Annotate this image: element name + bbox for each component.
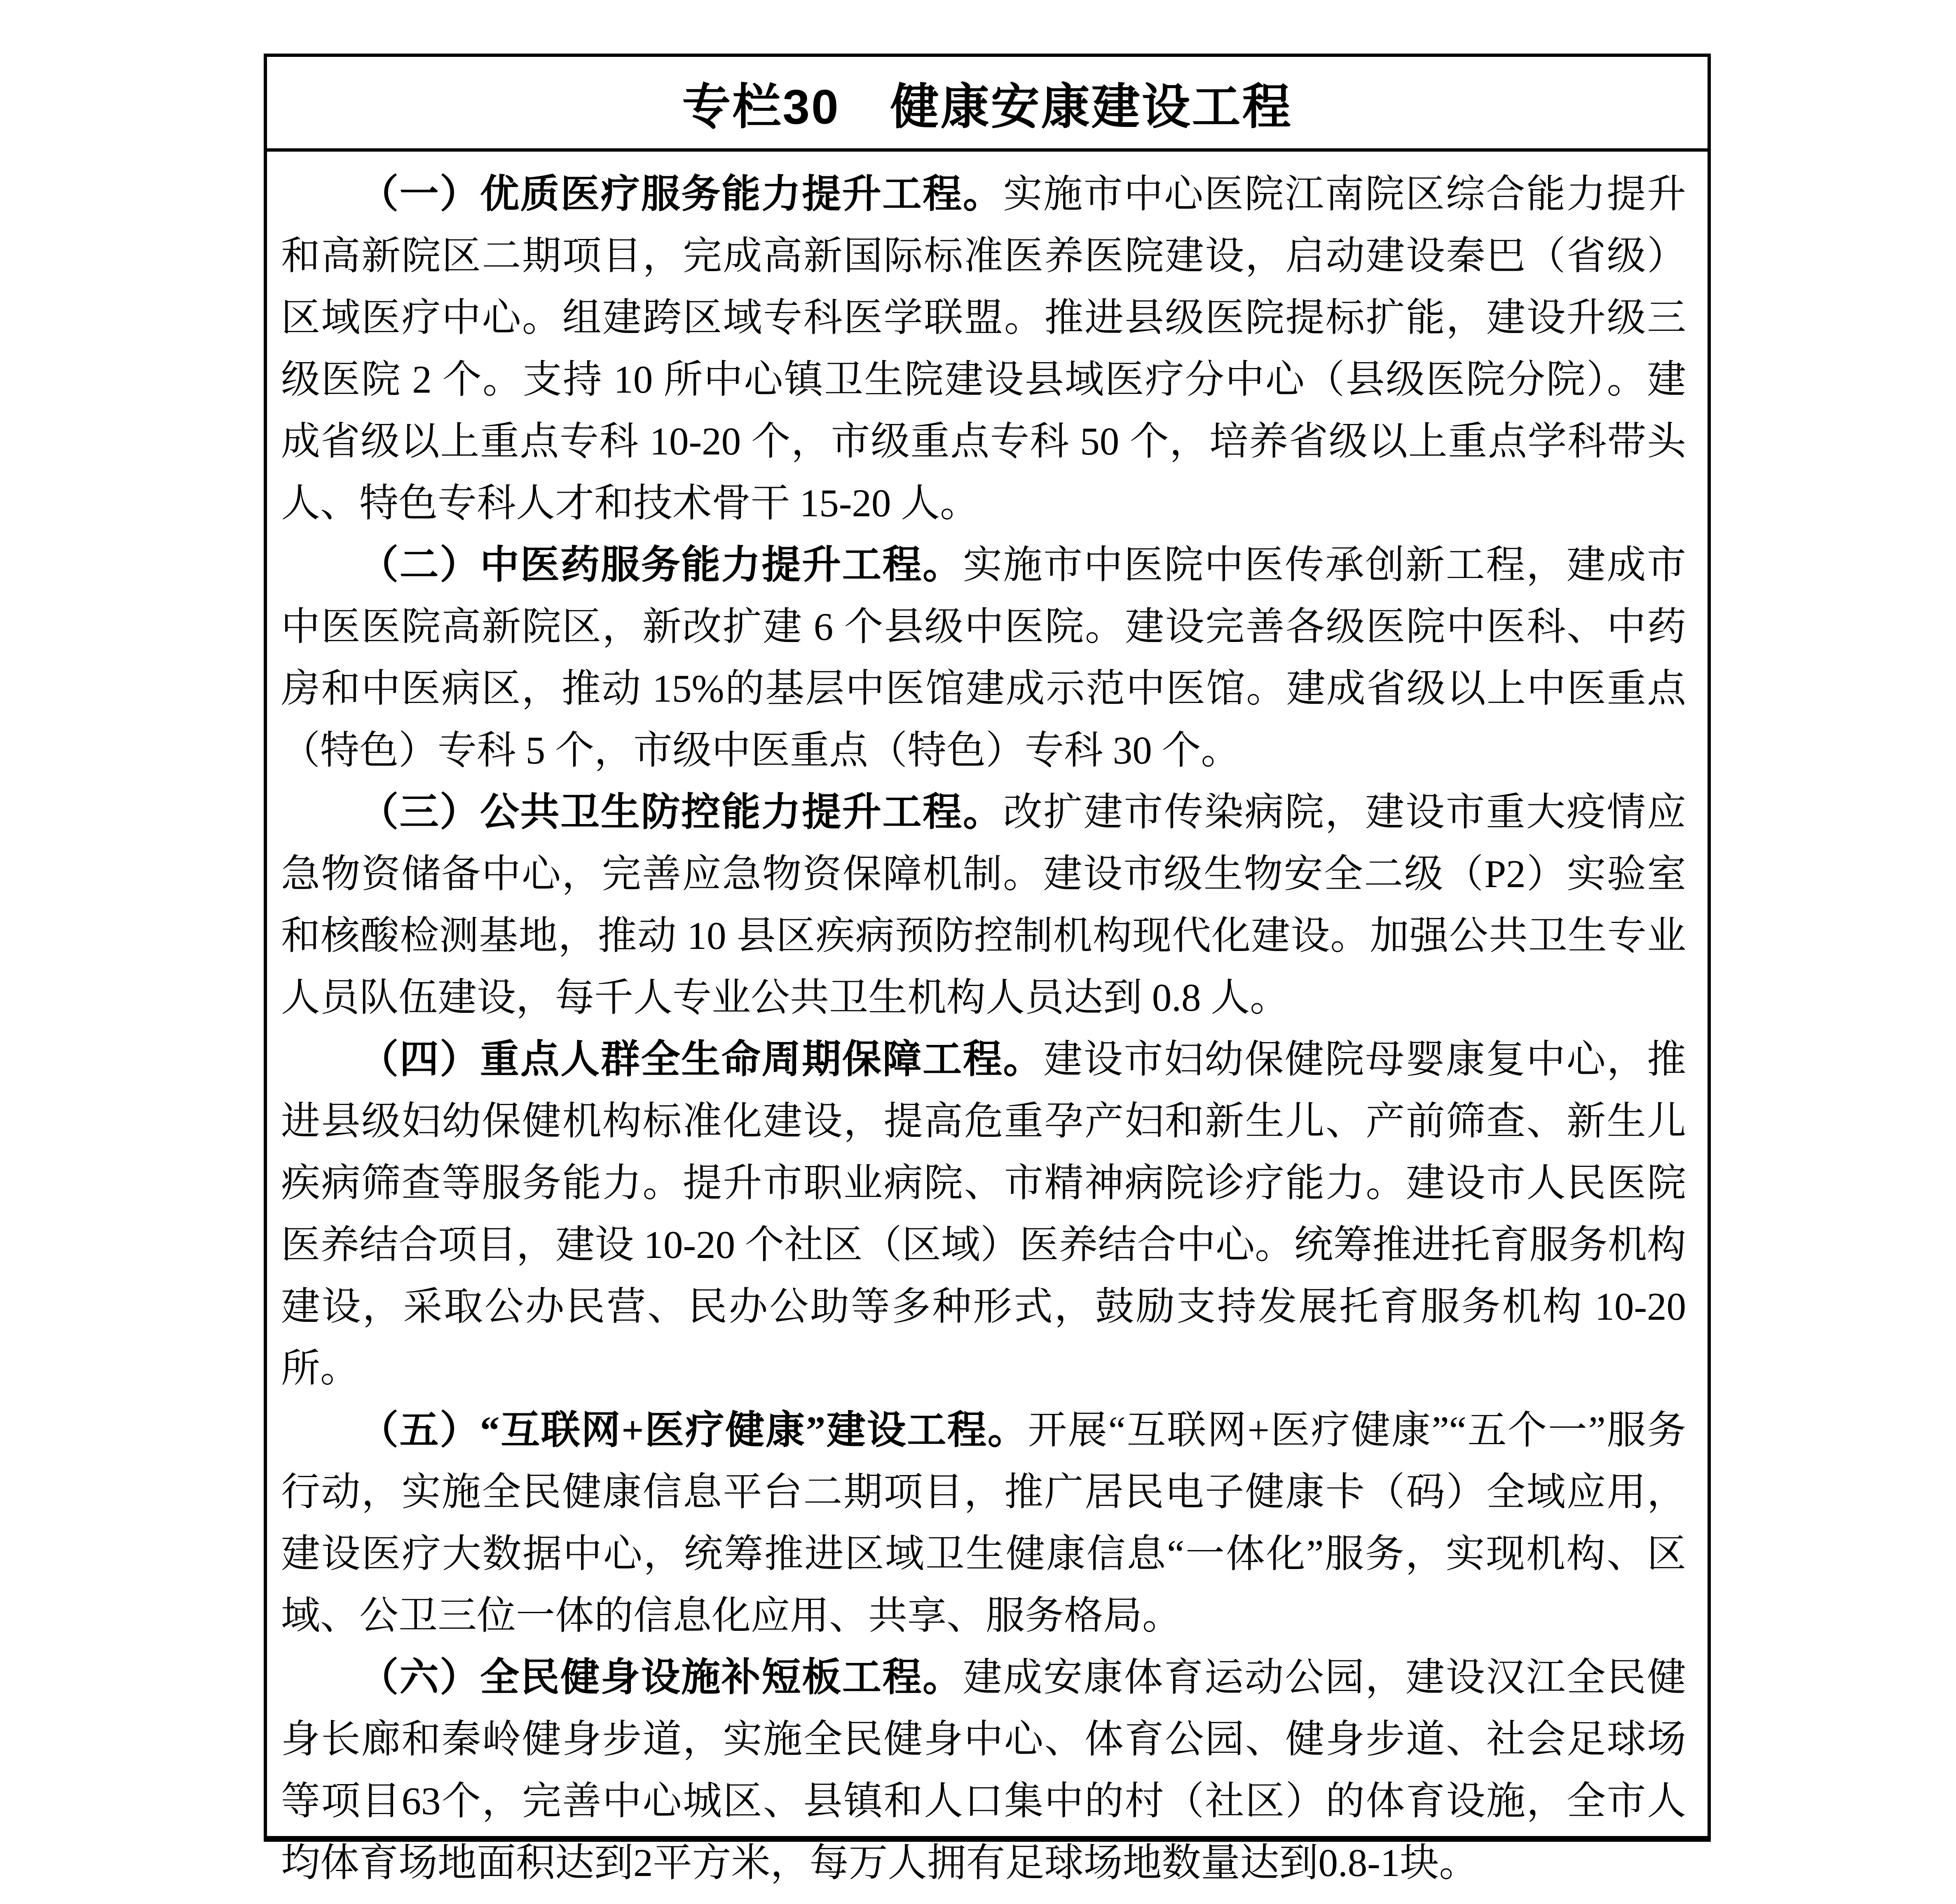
paragraph <box>281 163 1686 534</box>
paragraph-text: 开展“互联网+医疗健康”“五个一”服务行动，实施全民健康信息平台二期项目，推广居民电子健康卡（码）全域应用，建设医疗大数据中心，统筹推进区域卫生健康信息“一体化”服务，实现机构、区域、公卫三位一体的信息化应用、共享、服务格局。 <box>281 1408 1686 1637</box>
feature-column-box <box>264 54 1711 1885</box>
paragraph-heading: （一）优质医疗服务能力提升工程。 <box>359 172 1003 216</box>
paragraph-text: 建设市妇幼保健院母婴康复中心，推进县级妇幼保健机构标准化建设，提高危重孕产妇和新生儿、产前筛查、新生儿疾病筛查等服务能力。提升市职业病院、市精神病院诊疗能力。建设市人民医院医养结合项目，建设 10-20 个社区（区域）医养结合中心。统筹推进托育服务机构建设，采取公办民营、民办公助等多种形式，鼓励支持发展托育服务机构 10-20 所。 <box>281 1037 1686 1390</box>
paragraph <box>281 781 1686 1028</box>
paragraph-text: 实施市中医院中医传承创新工程，建成市中医医院高新院区，新改扩建 6 个县级中医院。建设完善各级医院中医科、中药房和中医病区，推动 15%的基层中医馆建成示范中医馆。建成省级以上中医重点（特色）专科 5 个，市级中医重点（特色）专科 30 个。 <box>281 543 1686 772</box>
paragraph <box>281 1646 1686 1894</box>
paragraph-heading: （六）全民健身设施补短板工程。 <box>359 1656 963 1699</box>
paragraph-text: 改扩建市传染病院，建设市重大疫情应急物资储备中心，完善应急物资保障机制。建设市级生物安全二级（P2）实验室和核酸检测基地，推动 10 县区疾病预防控制机构现代化建设。加强公共卫生专业人员队伍建设，每千人专业公共卫生机构人员达到 0.8 人。 <box>281 790 1686 1019</box>
paragraph-heading: （二）中医药服务能力提升工程。 <box>359 543 963 587</box>
paragraph <box>281 534 1686 781</box>
paragraph-text: 建成安康体育运动公园，建设汉江全民健身长廊和秦岭健身步道，实施全民健身中心、体育公园、健身步道、社会足球场等项目63个，完善中心城区、县镇和人口集中的村（社区）的体育设施，全市人均体育场地面积达到2平方米，每万人拥有足球场地数量达到0.8-1块。 <box>281 1656 1686 1885</box>
paragraph-heading: （五）“互联网+医疗健康”建设工程。 <box>359 1408 1028 1452</box>
panel-body <box>267 152 1708 1894</box>
paragraph-heading: （三）公共卫生防控能力提升工程。 <box>359 790 1003 834</box>
panel-title-bar <box>267 57 1708 152</box>
paragraph-heading: （四）重点人群全生命周期保障工程。 <box>359 1037 1044 1081</box>
paragraph <box>281 1399 1686 1646</box>
paragraph <box>281 1028 1686 1399</box>
paragraph-text: 实施市中心医院江南院区综合能力提升和高新院区二期项目，完成高新国际标准医养医院建设，启动建设秦巴（省级）区域医疗中心。组建跨区域专科医学联盟。推进县级医院提标扩能，建设升级三级医院 2 个。支持 10 所中心镇卫生院建设县域医疗分中心（县级医院分院）。建成省级以上重点专科 10-20 个，市级重点专科 50 个，培养省级以上重点学科带头人、特色专科人才和技术骨干 15-20 人。 <box>281 172 1686 525</box>
panel-title-text: 专栏30 健康安康建设工程 <box>682 80 1293 134</box>
